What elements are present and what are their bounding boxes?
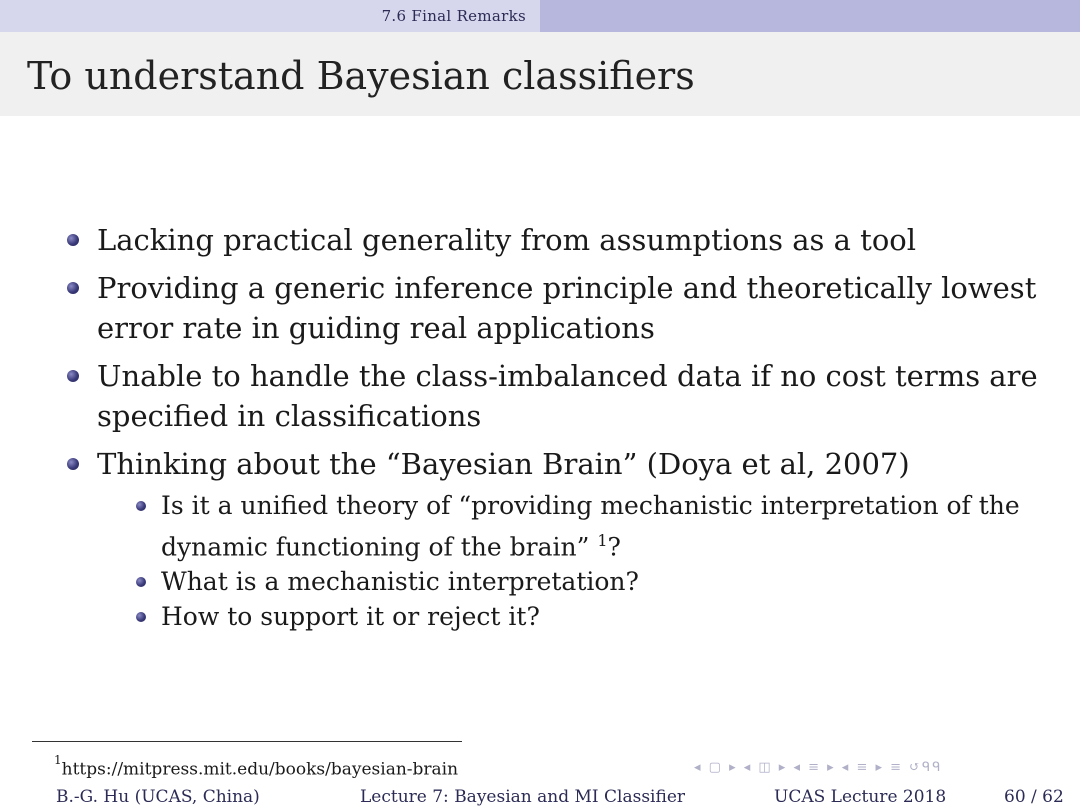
sub-bullet-icon: [136, 612, 146, 622]
footer-lecture: Lecture 7: Bayesian and MI Classifier: [360, 787, 686, 807]
bullet-text: Providing a generic inference principle and theoretically lowest error rate in guiding real applications: [97, 271, 1037, 345]
sub-bullet-text: What is a mechanistic interpretation?: [161, 567, 639, 597]
footnote-rule: [32, 741, 462, 742]
sub-bullet-list: [131, 488, 1056, 634]
sub-bullet-text: How to support it or reject it?: [161, 602, 540, 632]
sub-bullet-icon: [136, 501, 146, 511]
bullet-item: [66, 220, 1056, 260]
bullet-item: [66, 444, 1056, 634]
bullet-text: Unable to handle the class-imbalanced data if no cost terms are specified in classifications: [97, 359, 1038, 433]
top-navigation-bar: [0, 0, 1080, 32]
sub-bullet-tail: ?: [607, 532, 621, 562]
frame-title-bar: [0, 32, 1080, 116]
footnote: [54, 753, 459, 780]
subsection-header: [540, 0, 1080, 32]
beamer-navigation-icons[interactable]: ◂ ▢ ▸ ◂ ◫ ▸ ◂ ≡ ▸ ◂ ≡ ▸ ≡ ↺ᑫᑫ: [694, 760, 943, 775]
footer-venue: UCAS Lecture 2018: [774, 787, 947, 807]
bullet-icon: [67, 458, 79, 470]
footer-author: B.-G. Hu (UCAS, China): [56, 787, 260, 807]
footnote-reference[interactable]: 1: [597, 531, 608, 550]
sub-bullet-item: [131, 488, 1056, 564]
footer-bar: [0, 783, 1080, 810]
bullet-icon: [67, 370, 79, 382]
sub-bullet-icon: [136, 577, 146, 587]
bullet-text: Lacking practical generality from assumptions as a tool: [97, 223, 917, 257]
bullet-icon: [67, 234, 79, 246]
sub-bullet-text: Is it a unified theory of “providing mechanistic interpretation of the dynamic functioning of the brain”: [161, 491, 1020, 562]
footer-page-number: 60 / 62: [1004, 787, 1064, 807]
sub-bullet-item: [131, 599, 1056, 634]
slide-title: To understand Bayesian classifiers: [27, 54, 695, 98]
bullet-text: Thinking about the “Bayesian Brain” (Doya et al, 2007): [97, 447, 910, 481]
footnote-link[interactable]: https://mitpress.mit.edu/books/bayesian-brain: [61, 759, 459, 780]
bullet-item: [66, 356, 1056, 436]
section-header[interactable]: [0, 0, 540, 32]
bullet-list: [66, 220, 1056, 642]
section-title: 7.6 Final Remarks: [381, 7, 526, 25]
bullet-icon: [67, 282, 79, 294]
sub-bullet-item: [131, 564, 1056, 599]
bullet-item: [66, 268, 1056, 348]
footnote-mark: 1: [54, 753, 62, 767]
